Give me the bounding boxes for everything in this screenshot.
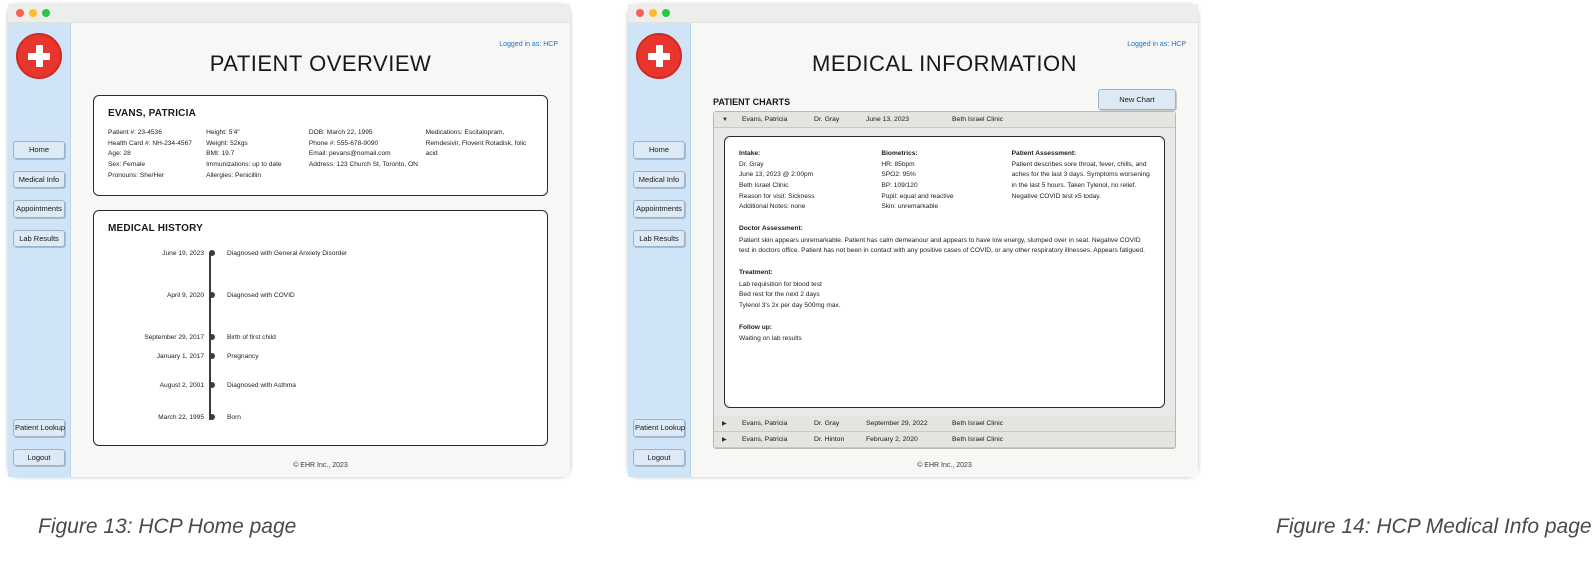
- patient-immunizations: Immunizations: up to date: [206, 161, 282, 169]
- main-content: [71, 23, 570, 477]
- timeline-item: [108, 332, 533, 342]
- page-title: PATIENT OVERVIEW: [209, 51, 432, 76]
- logged-in-status: Logged in as: HCP: [1127, 41, 1186, 48]
- section-title-patient-charts: PATIENT CHARTS: [713, 97, 791, 107]
- footer-copyright: © EHR Inc., 2023: [917, 462, 972, 469]
- chart-date: September 29, 2022: [866, 420, 928, 427]
- patient-assessment-column: [1012, 149, 1150, 213]
- patient-bmi: BMI: 19.7: [206, 150, 235, 158]
- doctor-assessment-heading: Doctor Assessment:: [739, 225, 803, 233]
- chevron-down-icon[interactable]: ▼: [722, 116, 728, 123]
- logged-in-status: Logged in as: HCP: [499, 41, 558, 48]
- followup-text: Waiting on lab results: [739, 335, 802, 343]
- timeline-item: [108, 248, 533, 258]
- chart-patient-name: Evans, Patricia: [742, 116, 788, 123]
- patient-assessment-text: Patient describes sore throat, fever, chills, and aches for the last 3 days. Symptoms worsening in the last 5 hours. Taken Tylenol, no relief. Negative COVID test x5 today.: [1011, 160, 1150, 200]
- chart-doctor-name: Dr. Hinton: [814, 436, 845, 443]
- biometrics-pupil: Pupil: equal and reactive: [881, 192, 954, 200]
- sidebar-item-logout[interactable]: Logout: [633, 449, 685, 467]
- timeline-event: Diagnosed with Asthma: [227, 381, 296, 389]
- chart-clinic: Beth Israel Clinic: [952, 116, 1003, 123]
- timeline-date: September 29, 2017: [144, 333, 204, 341]
- chart-detail-columns: [739, 149, 1150, 213]
- window-body: [8, 23, 570, 477]
- timeline-date: June 19, 2023: [162, 249, 204, 257]
- timeline-event: Birth of first child: [227, 333, 276, 341]
- chart-date: February 2, 2020: [866, 436, 918, 443]
- timeline-event: Born: [227, 413, 241, 421]
- minimize-window-icon[interactable]: [29, 9, 37, 17]
- treatment-block: [739, 268, 1150, 312]
- treatment-item: Lab requisition for blood test: [739, 280, 822, 288]
- medical-history-card: [93, 210, 548, 446]
- main-content: [691, 23, 1198, 477]
- biometrics-column: [881, 149, 1001, 213]
- patient-height: Height: 5'4": [206, 129, 240, 136]
- medical-history-timeline: [108, 248, 533, 424]
- figure-hcp-medical-info: [628, 0, 1592, 538]
- sidebar-item-medical-info[interactable]: Medical Info: [13, 171, 65, 189]
- sidebar-item-appointments[interactable]: Appointments: [633, 200, 685, 218]
- timeline-item: [108, 380, 533, 390]
- sidebar-nav-bottom: [13, 419, 65, 466]
- sidebar-nav: [633, 141, 685, 247]
- doctor-assessment-block: [739, 224, 1150, 257]
- doctor-assessment-text: Patient skin appears unremarkable. Patient has calm demeanour and appears to have low energy, slumped over in seat. Negative COVID test in doctors office. Patient has not been in contact with any positive cases of COVID, or any other respiratory illnesses. Appears fatigued.: [739, 236, 1145, 255]
- intake-clinic: Beth Israel Clinic: [739, 182, 789, 190]
- maximize-window-icon[interactable]: [42, 9, 50, 17]
- patient-pronouns: Pronouns: She/Her: [108, 171, 165, 179]
- medical-history-title: MEDICAL HISTORY: [108, 223, 204, 235]
- sidebar-item-patient-lookup[interactable]: Patient Lookup: [13, 419, 65, 437]
- timeline-event: Diagnosed with COVID: [227, 291, 295, 299]
- patient-name: EVANS, PATRICIA: [108, 108, 197, 119]
- chart-clinic: Beth Israel Clinic: [952, 436, 1003, 443]
- sidebar-item-lab-results[interactable]: Lab Results: [633, 230, 685, 248]
- timeline-item: [108, 290, 533, 300]
- maximize-window-icon[interactable]: [662, 9, 670, 17]
- chart-clinic: Beth Israel Clinic: [952, 420, 1003, 427]
- sidebar-item-home[interactable]: Home: [633, 141, 685, 159]
- app-window-medical-information: [628, 4, 1198, 476]
- timeline-item: [108, 412, 533, 422]
- patient-address: Address: 123 Church St, Toronto, ON: [308, 161, 418, 169]
- patient-info-column-contact: [309, 128, 426, 181]
- timeline-event: Pregnancy: [227, 352, 259, 360]
- biometrics-spo2: SPO2: 95%: [881, 171, 916, 179]
- window-titlebar: [628, 4, 1198, 23]
- timeline-date: April 9, 2020: [166, 291, 204, 299]
- medical-cross-logo-icon: [16, 33, 62, 79]
- sidebar: [8, 23, 71, 477]
- intake-notes: Additional Notes: none: [739, 203, 806, 211]
- chart-doctor-name: Dr. Gray: [814, 116, 840, 123]
- sidebar-nav-bottom: [633, 419, 685, 466]
- close-window-icon[interactable]: [636, 9, 644, 17]
- close-window-icon[interactable]: [16, 9, 24, 17]
- collapsed-chart-rows: [714, 416, 1175, 448]
- intake-heading: Intake:: [739, 150, 761, 157]
- new-chart-button[interactable]: New Chart: [1098, 89, 1176, 110]
- sidebar-item-home[interactable]: Home: [13, 141, 65, 159]
- treatment-heading: Treatment:: [739, 269, 773, 277]
- patient-allergies: Allergies: Penicillin: [206, 171, 262, 179]
- biometrics-heading: Biometrics:: [881, 150, 918, 157]
- intake-column: [739, 149, 871, 213]
- medical-cross-logo-icon: [636, 33, 682, 79]
- timeline-date: August 2, 2001: [159, 381, 204, 389]
- chevron-right-icon[interactable]: ▶: [722, 421, 727, 427]
- chart-row-collapsed[interactable]: [714, 432, 1175, 448]
- chart-patient-name: Evans, Patricia: [742, 436, 788, 443]
- sidebar-item-medical-info[interactable]: Medical Info: [633, 171, 685, 189]
- patient-number: Patient #: 23-4536: [108, 129, 162, 136]
- patient-sex: Sex: Female: [108, 161, 146, 169]
- patient-info-column-medications: [426, 128, 533, 181]
- chart-row-collapsed[interactable]: [714, 416, 1175, 432]
- chart-row-expanded[interactable]: [714, 112, 1175, 128]
- chevron-right-icon[interactable]: ▶: [722, 437, 727, 443]
- patient-dob: DOB: March 22, 1995: [308, 129, 373, 136]
- patient-info-column-identity: [108, 128, 206, 181]
- biometrics-bp: BP: 109/120: [881, 182, 918, 190]
- timeline-event: Diagnosed with General Anxiety Disorder: [227, 249, 348, 257]
- patient-medications: Medications: Escitalopram, Remdesivir, Flovent Rotadisk, folic acid: [425, 129, 527, 158]
- intake-reason: Reason for visit: Sickness: [739, 192, 815, 200]
- health-card-number: Health Card #: NH-234-4567: [108, 139, 192, 147]
- biometrics-hr: HR: 85bpm: [881, 160, 915, 168]
- timeline-item: [108, 351, 533, 361]
- sidebar: [628, 23, 691, 477]
- treatment-item: Tylenol 3's 2x per day 500mg max.: [739, 302, 841, 310]
- app-window-patient-overview: [8, 4, 570, 476]
- figure-caption-right: Figure 14: HCP Medical Info page: [1276, 515, 1592, 538]
- biometrics-skin: Skin: unremarkable: [881, 203, 939, 211]
- patient-info-grid: [108, 128, 533, 181]
- patient-info-card: [93, 95, 548, 196]
- timeline-date: January 1, 2017: [156, 352, 204, 360]
- figure-hcp-home: [8, 0, 578, 538]
- figure-caption-left: Figure 13: HCP Home page: [38, 515, 297, 538]
- sidebar-item-lab-results[interactable]: Lab Results: [13, 230, 65, 248]
- treatment-item: Bed rest for the next 2 days: [739, 291, 820, 299]
- patient-info-column-physical: [206, 128, 309, 181]
- intake-datetime: June 13, 2023 @ 2:00pm: [739, 171, 814, 179]
- intake-doctor: Dr. Gray: [739, 160, 764, 168]
- chart-detail-panel: [724, 136, 1165, 408]
- footer-copyright: © EHR Inc., 2023: [293, 462, 348, 469]
- sidebar-item-patient-lookup[interactable]: Patient Lookup: [633, 419, 685, 437]
- followup-heading: Follow up:: [739, 323, 772, 331]
- patient-email: Email: pevans@nomail.com: [308, 150, 391, 158]
- chart-doctor-name: Dr. Gray: [814, 420, 840, 427]
- patient-charts-list: [713, 111, 1176, 449]
- minimize-window-icon[interactable]: [649, 9, 657, 17]
- patient-weight: Weight: 52kgs: [206, 139, 248, 147]
- patient-age: Age: 28: [108, 150, 131, 158]
- chart-date: June 13, 2023: [866, 116, 910, 123]
- sidebar-item-logout[interactable]: Logout: [13, 449, 65, 467]
- patient-phone: Phone #: 555-678-9090: [308, 139, 379, 147]
- window-body: [628, 23, 1198, 477]
- sidebar-nav: [13, 141, 65, 247]
- timeline-date: March 22, 1995: [158, 413, 204, 421]
- page-title: MEDICAL INFORMATION: [812, 51, 1077, 76]
- sidebar-item-appointments[interactable]: Appointments: [13, 200, 65, 218]
- patient-assessment-heading: Patient Assessment:: [1011, 150, 1077, 157]
- window-titlebar: [8, 4, 570, 23]
- chart-patient-name: Evans, Patricia: [742, 420, 788, 427]
- followup-block: [739, 323, 1150, 345]
